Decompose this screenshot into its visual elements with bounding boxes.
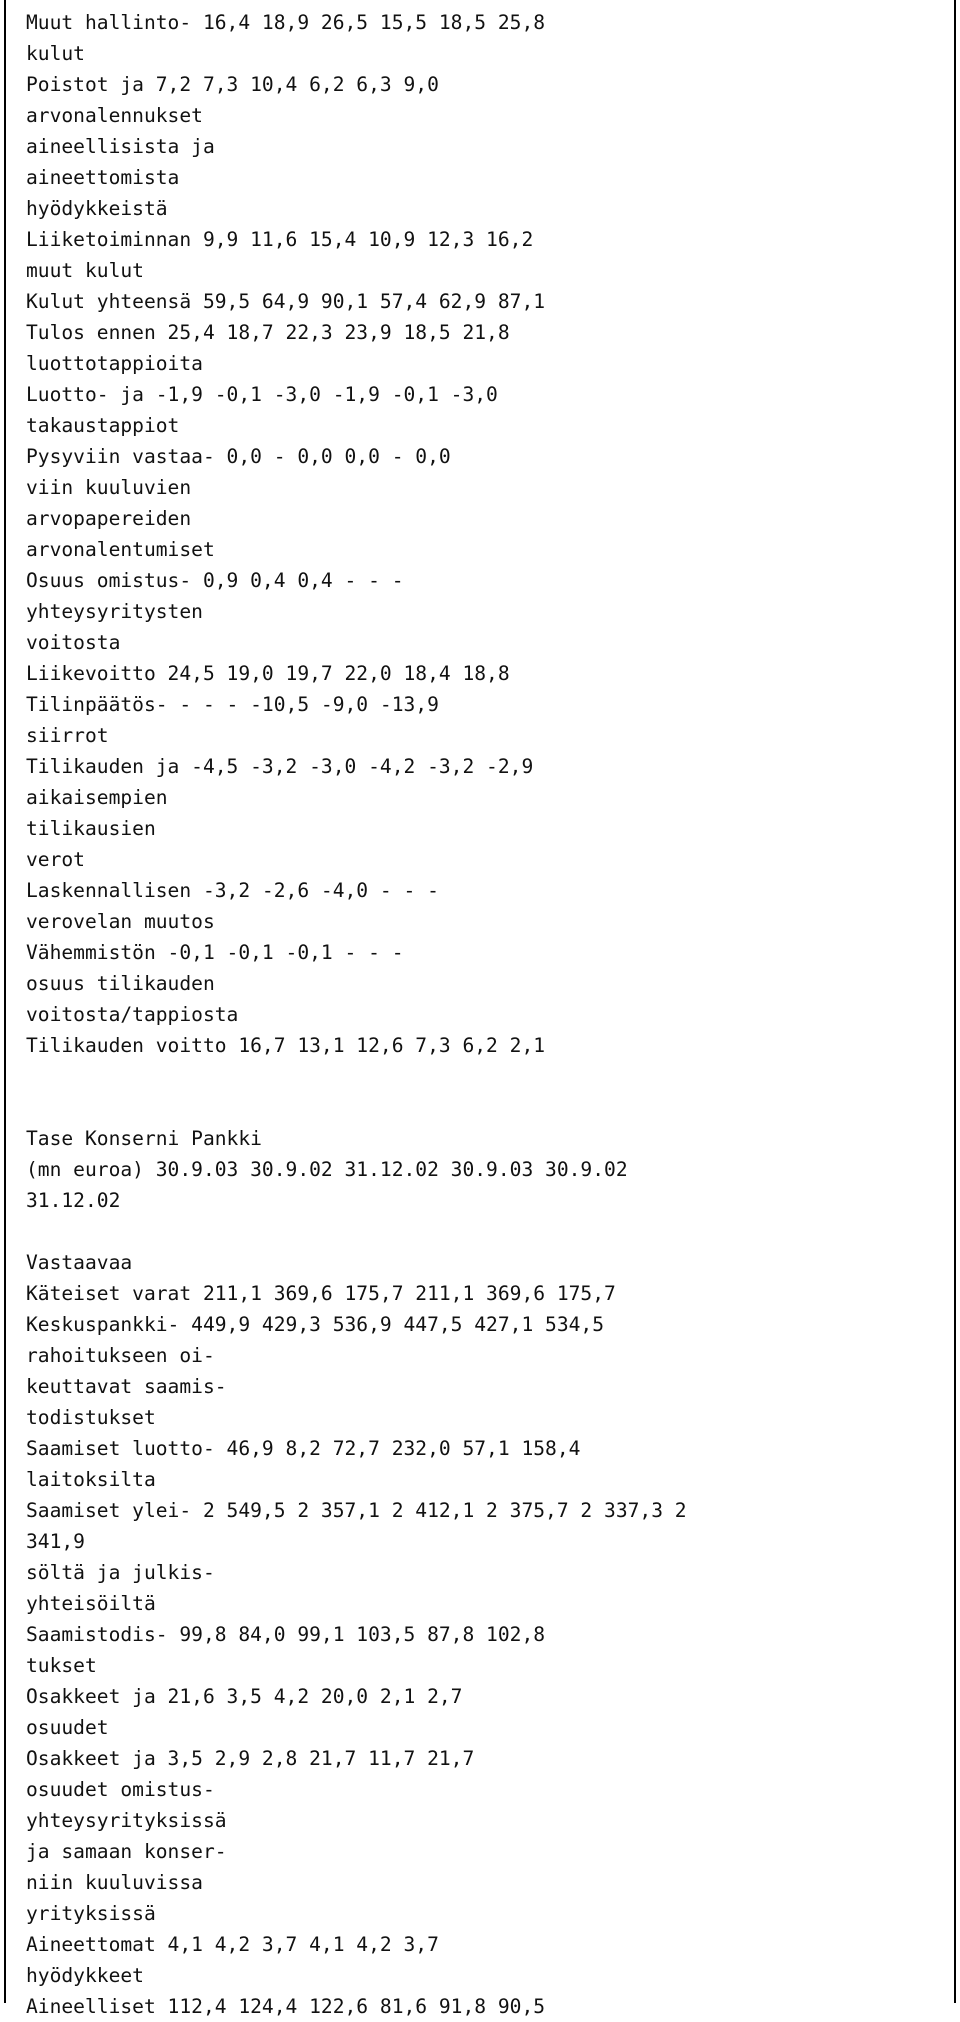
text-line: siirrot	[26, 724, 109, 747]
text-line: arvopapereiden	[26, 507, 192, 530]
text-line: 31.12.02	[26, 1189, 121, 1212]
text-line: arvonalentumiset	[26, 538, 215, 561]
text-line: rahoitukseen oi-	[26, 1344, 215, 1367]
text-line: Liikevoitto 24,5 19,0 19,7 22,0 18,4 18,8	[26, 662, 510, 685]
text-line: Tulos ennen 25,4 18,7 22,3 23,9 18,5 21,8	[26, 321, 510, 344]
text-line: voitosta/tappiosta	[26, 1003, 239, 1026]
text-line: osuudet	[26, 1716, 109, 1739]
text-line: verot	[26, 848, 85, 871]
text-line: Osakkeet ja 3,5 2,9 2,8 21,7 11,7 21,7	[26, 1747, 475, 1770]
text-line: viin kuuluvien	[26, 476, 192, 499]
text-line: Saamistodis- 99,8 84,0 99,1 103,5 87,8 102,8	[26, 1623, 546, 1646]
text-line: laitoksilta	[26, 1468, 156, 1491]
text-line: Luotto- ja -1,9 -0,1 -3,0 -1,9 -0,1 -3,0	[26, 383, 498, 406]
text-line: söltä ja julkis-	[26, 1561, 215, 1584]
text-line: aineettomista	[26, 166, 180, 189]
text-line: Osuus omistus- 0,9 0,4 0,4 - - -	[26, 569, 404, 592]
text-line	[26, 1092, 946, 1123]
text-line: tilikausien	[26, 817, 156, 840]
text-line: Muut hallinto- 16,4 18,9 26,5 15,5 18,5 25,8	[26, 11, 546, 34]
text-line: arvonalennukset	[26, 104, 203, 127]
text-line: aikaisempien	[26, 786, 168, 809]
text-line: keuttavat saamis-	[26, 1375, 227, 1398]
text-line: yhteysyrityksissä	[26, 1809, 227, 1832]
text-line: Käteiset varat 211,1 369,6 175,7 211,1 369,6 175,7	[26, 1282, 616, 1305]
text-line: Tilinpäätös- - - - -10,5 -9,0 -13,9	[26, 693, 439, 716]
text-line: (mn euroa) 30.9.03 30.9.02 31.12.02 30.9.03 30.9.02	[26, 1158, 628, 1181]
text-line: Liiketoiminnan 9,9 11,6 15,4 10,9 12,3 16,2	[26, 228, 534, 251]
text-line: osuudet omistus-	[26, 1778, 215, 1801]
text-line: Tilikauden voitto 16,7 13,1 12,6 7,3 6,2 2,1	[26, 1034, 546, 1057]
text-line: Aineelliset 112,4 124,4 122,6 81,6 91,8 90,5	[26, 1995, 546, 2018]
document-text	[26, 7, 946, 2022]
text-line: Vähemmistön -0,1 -0,1 -0,1 - - -	[26, 941, 404, 964]
text-line: aineellisista ja	[26, 135, 215, 158]
text-line: hyödykkeet	[26, 1964, 144, 1987]
text-line: yhteysyritysten	[26, 600, 203, 623]
text-line: Aineettomat 4,1 4,2 3,7 4,1 4,2 3,7	[26, 1933, 439, 1956]
text-line: verovelan muutos	[26, 910, 215, 933]
text-line: osuus tilikauden	[26, 972, 215, 995]
text-line: tukset	[26, 1654, 97, 1677]
text-line: 341,9	[26, 1530, 85, 1553]
text-line: hyödykkeistä	[26, 197, 168, 220]
text-line: luottotappioita	[26, 352, 203, 375]
text-line: yrityksissä	[26, 1902, 156, 1925]
text-line: Vastaavaa	[26, 1251, 133, 1274]
text-line	[26, 1216, 946, 1247]
text-line: Poistot ja 7,2 7,3 10,4 6,2 6,3 9,0	[26, 73, 439, 96]
text-line: takaustappiot	[26, 414, 180, 437]
text-line: yhteisöiltä	[26, 1592, 156, 1615]
text-line: niin kuuluvissa	[26, 1871, 203, 1894]
text-line: Tilikauden ja -4,5 -3,2 -3,0 -4,2 -3,2 -2,9	[26, 755, 534, 778]
text-line: Kulut yhteensä 59,5 64,9 90,1 57,4 62,9 87,1	[26, 290, 546, 313]
text-line: kulut	[26, 42, 85, 65]
text-line: Laskennallisen -3,2 -2,6 -4,0 - - -	[26, 879, 439, 902]
text-line: Pysyviin vastaa- 0,0 - 0,0 0,0 - 0,0	[26, 445, 451, 468]
text-line: Saamiset ylei- 2 549,5 2 357,1 2 412,1 2 375,7 2 337,3 2	[26, 1499, 687, 1522]
text-line: voitosta	[26, 631, 121, 654]
text-line: muut kulut	[26, 259, 144, 282]
text-line: todistukset	[26, 1406, 156, 1429]
text-line: Saamiset luotto- 46,9 8,2 72,7 232,0 57,1 158,4	[26, 1437, 581, 1460]
text-line: Keskuspankki- 449,9 429,3 536,9 447,5 427,1 534,5	[26, 1313, 605, 1336]
text-line: Osakkeet ja 21,6 3,5 4,2 20,0 2,1 2,7	[26, 1685, 463, 1708]
text-line	[26, 1061, 946, 1092]
text-line: ja samaan konser-	[26, 1840, 227, 1863]
text-line: Tase Konserni Pankki	[26, 1127, 262, 1150]
